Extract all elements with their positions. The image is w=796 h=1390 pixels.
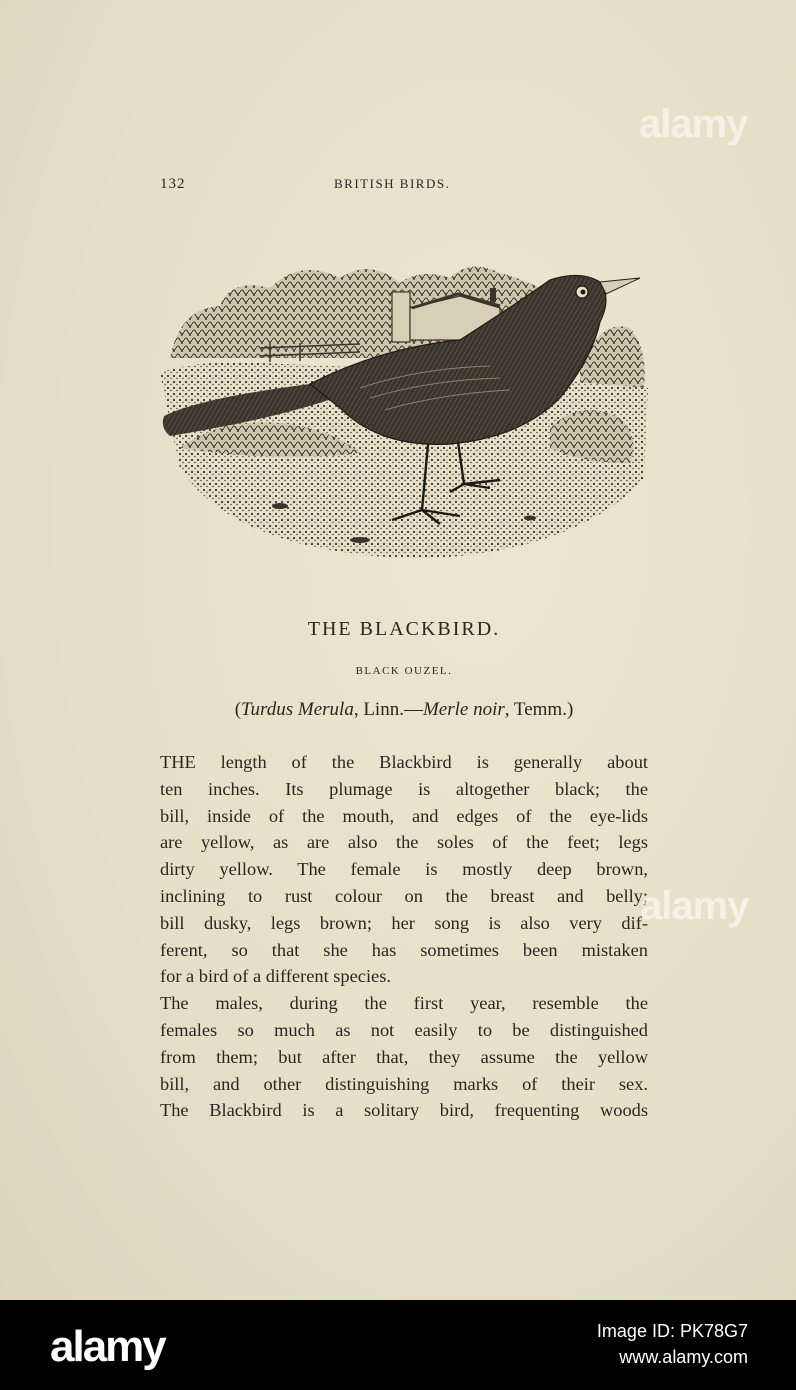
text-line: bill, and other distinguishing marks of their sex. [160, 1073, 648, 1094]
bird-beak [600, 278, 640, 294]
text-line: dirty yellow. The female is mostly deep brown, [160, 859, 648, 880]
scientific-name-line [160, 699, 648, 721]
chapter-title: THE BLACKBIRD. [307, 618, 501, 640]
common-name: BLACK OUZEL. [355, 665, 453, 677]
page-number: 132 [160, 176, 186, 192]
site-url: www.alamy.com [619, 1347, 748, 1367]
text-line: ferent, so that she has sometimes been mistaken [160, 939, 648, 960]
watermark-logo: alamy [639, 102, 748, 146]
text-line: The males, during the first year, resemble the [160, 993, 648, 1014]
latin-genus: Turdus Merula [241, 699, 354, 720]
paragraph-2 [160, 990, 648, 1124]
body-text [160, 749, 648, 1124]
latin-open-paren: ( [234, 699, 242, 720]
paragraph-1 [160, 749, 648, 990]
latin-author-1: , Linn.— [353, 699, 423, 720]
latin-author-2: , Temm.) [504, 699, 574, 720]
text-line: THE length of the Blackbird is generally about [160, 752, 648, 772]
alamy-logo: alamy [50, 1322, 165, 1371]
text-line: are yellow, as are also the soles of the feet; legs [160, 832, 648, 853]
text-line: bill dusky, legs brown; her song is also very dif- [160, 912, 648, 933]
text-line: The Blackbird is a solitary bird, frequenting woods [160, 1100, 648, 1121]
text-line: for a bird of a different species. [160, 966, 391, 987]
running-head: BRITISH BIRDS. [334, 176, 451, 191]
footer-info [597, 1318, 748, 1370]
stock-footer-bar [0, 1300, 796, 1390]
text-line: inclining to rust colour on the breast and belly; [160, 885, 648, 906]
latin-french-name: Merle noir [422, 699, 505, 720]
blackbird-engraving [160, 248, 648, 578]
text-line: bill, inside of the mouth, and edges of the eye-lids [160, 805, 648, 826]
image-id: Image ID: PK78G7 [596, 1321, 748, 1341]
text-line: ten inches. Its plumage is altogether black; the [160, 778, 648, 799]
watermark-logo: alamy [640, 884, 749, 928]
text-line: from them; but after that, they assume the yellow [160, 1046, 648, 1067]
page-header [160, 172, 648, 196]
text-line: females so much as not easily to be distinguished [160, 1019, 648, 1040]
